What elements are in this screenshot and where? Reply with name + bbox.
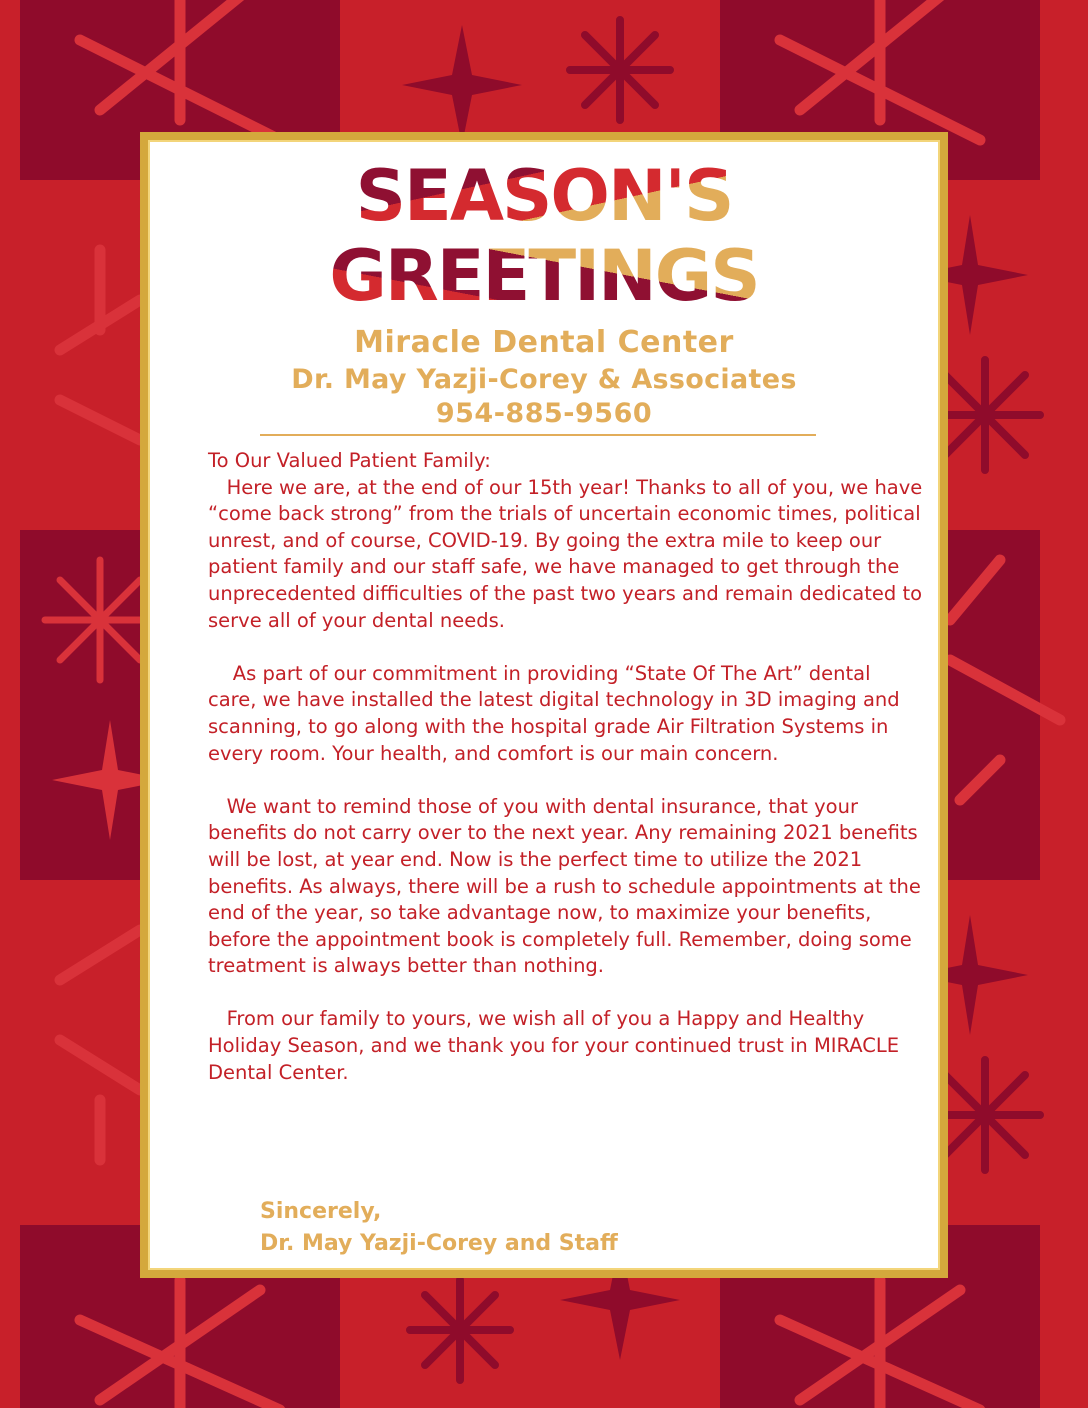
headline-lettering <box>284 154 804 314</box>
practice-doctors: Dr. May Yazji-Corey & Associates <box>291 364 797 395</box>
letter-paragraph: We want to remind those of you with dental insurance, that your benefits do not carry over to the next year. Any remaining 2021 benefits will be lost, at year end. Now is the perfect time to utilize the 2021 benefits. As always, there will be a rush to schedule appointments at the end of the year, so take advantage now, to maximize your benefits, before the appointment book is completely full. Remember, doing some treatment is always better than nothing. <box>208 794 921 978</box>
practice-name: Miracle Dental Center <box>354 325 734 360</box>
headline-line-2: GREETINGS <box>329 235 759 314</box>
signoff <box>260 1196 618 1260</box>
letter-paragraph: Here we are, at the end of our 15th year! Thanks to all of you, we have “come back strong” from the trials of uncertain economic times, political unrest, and of course, COVID-19. By going the extra mile to keep our patient family and our staff safe, we have managed to get through the unprecedented difficulties of the past two years and remain dedicated to serve all of your dental needs. <box>208 475 923 632</box>
letter-salutation: To Our Valued Patient Family: <box>208 449 491 472</box>
headline-line-1: SEASON'S <box>355 155 733 237</box>
letter-paragraph: As part of our commitment in providing “State Of The Art” dental care, we have installed the latest digital technology in 3D imaging and scanning, to go along with the hospital grade Air Filtration Systems in every room. Your health, and comfort is our main concern. <box>208 661 900 765</box>
letter-paragraph: From our family to yours, we wish all of you a Happy and Healthy Holiday Season, and we thank you for your continued trust in MIRACLE Dental Center. <box>208 1007 900 1084</box>
seasons-greetings-headline <box>148 154 940 314</box>
greeting-card <box>140 132 948 1278</box>
divider <box>260 434 816 436</box>
practice-phone: 954-885-9560 <box>435 398 653 429</box>
signature: Dr. May Yazji-Corey and Staff <box>260 1231 618 1256</box>
closing: Sincerely, <box>260 1199 382 1224</box>
letter-body <box>208 448 924 1113</box>
